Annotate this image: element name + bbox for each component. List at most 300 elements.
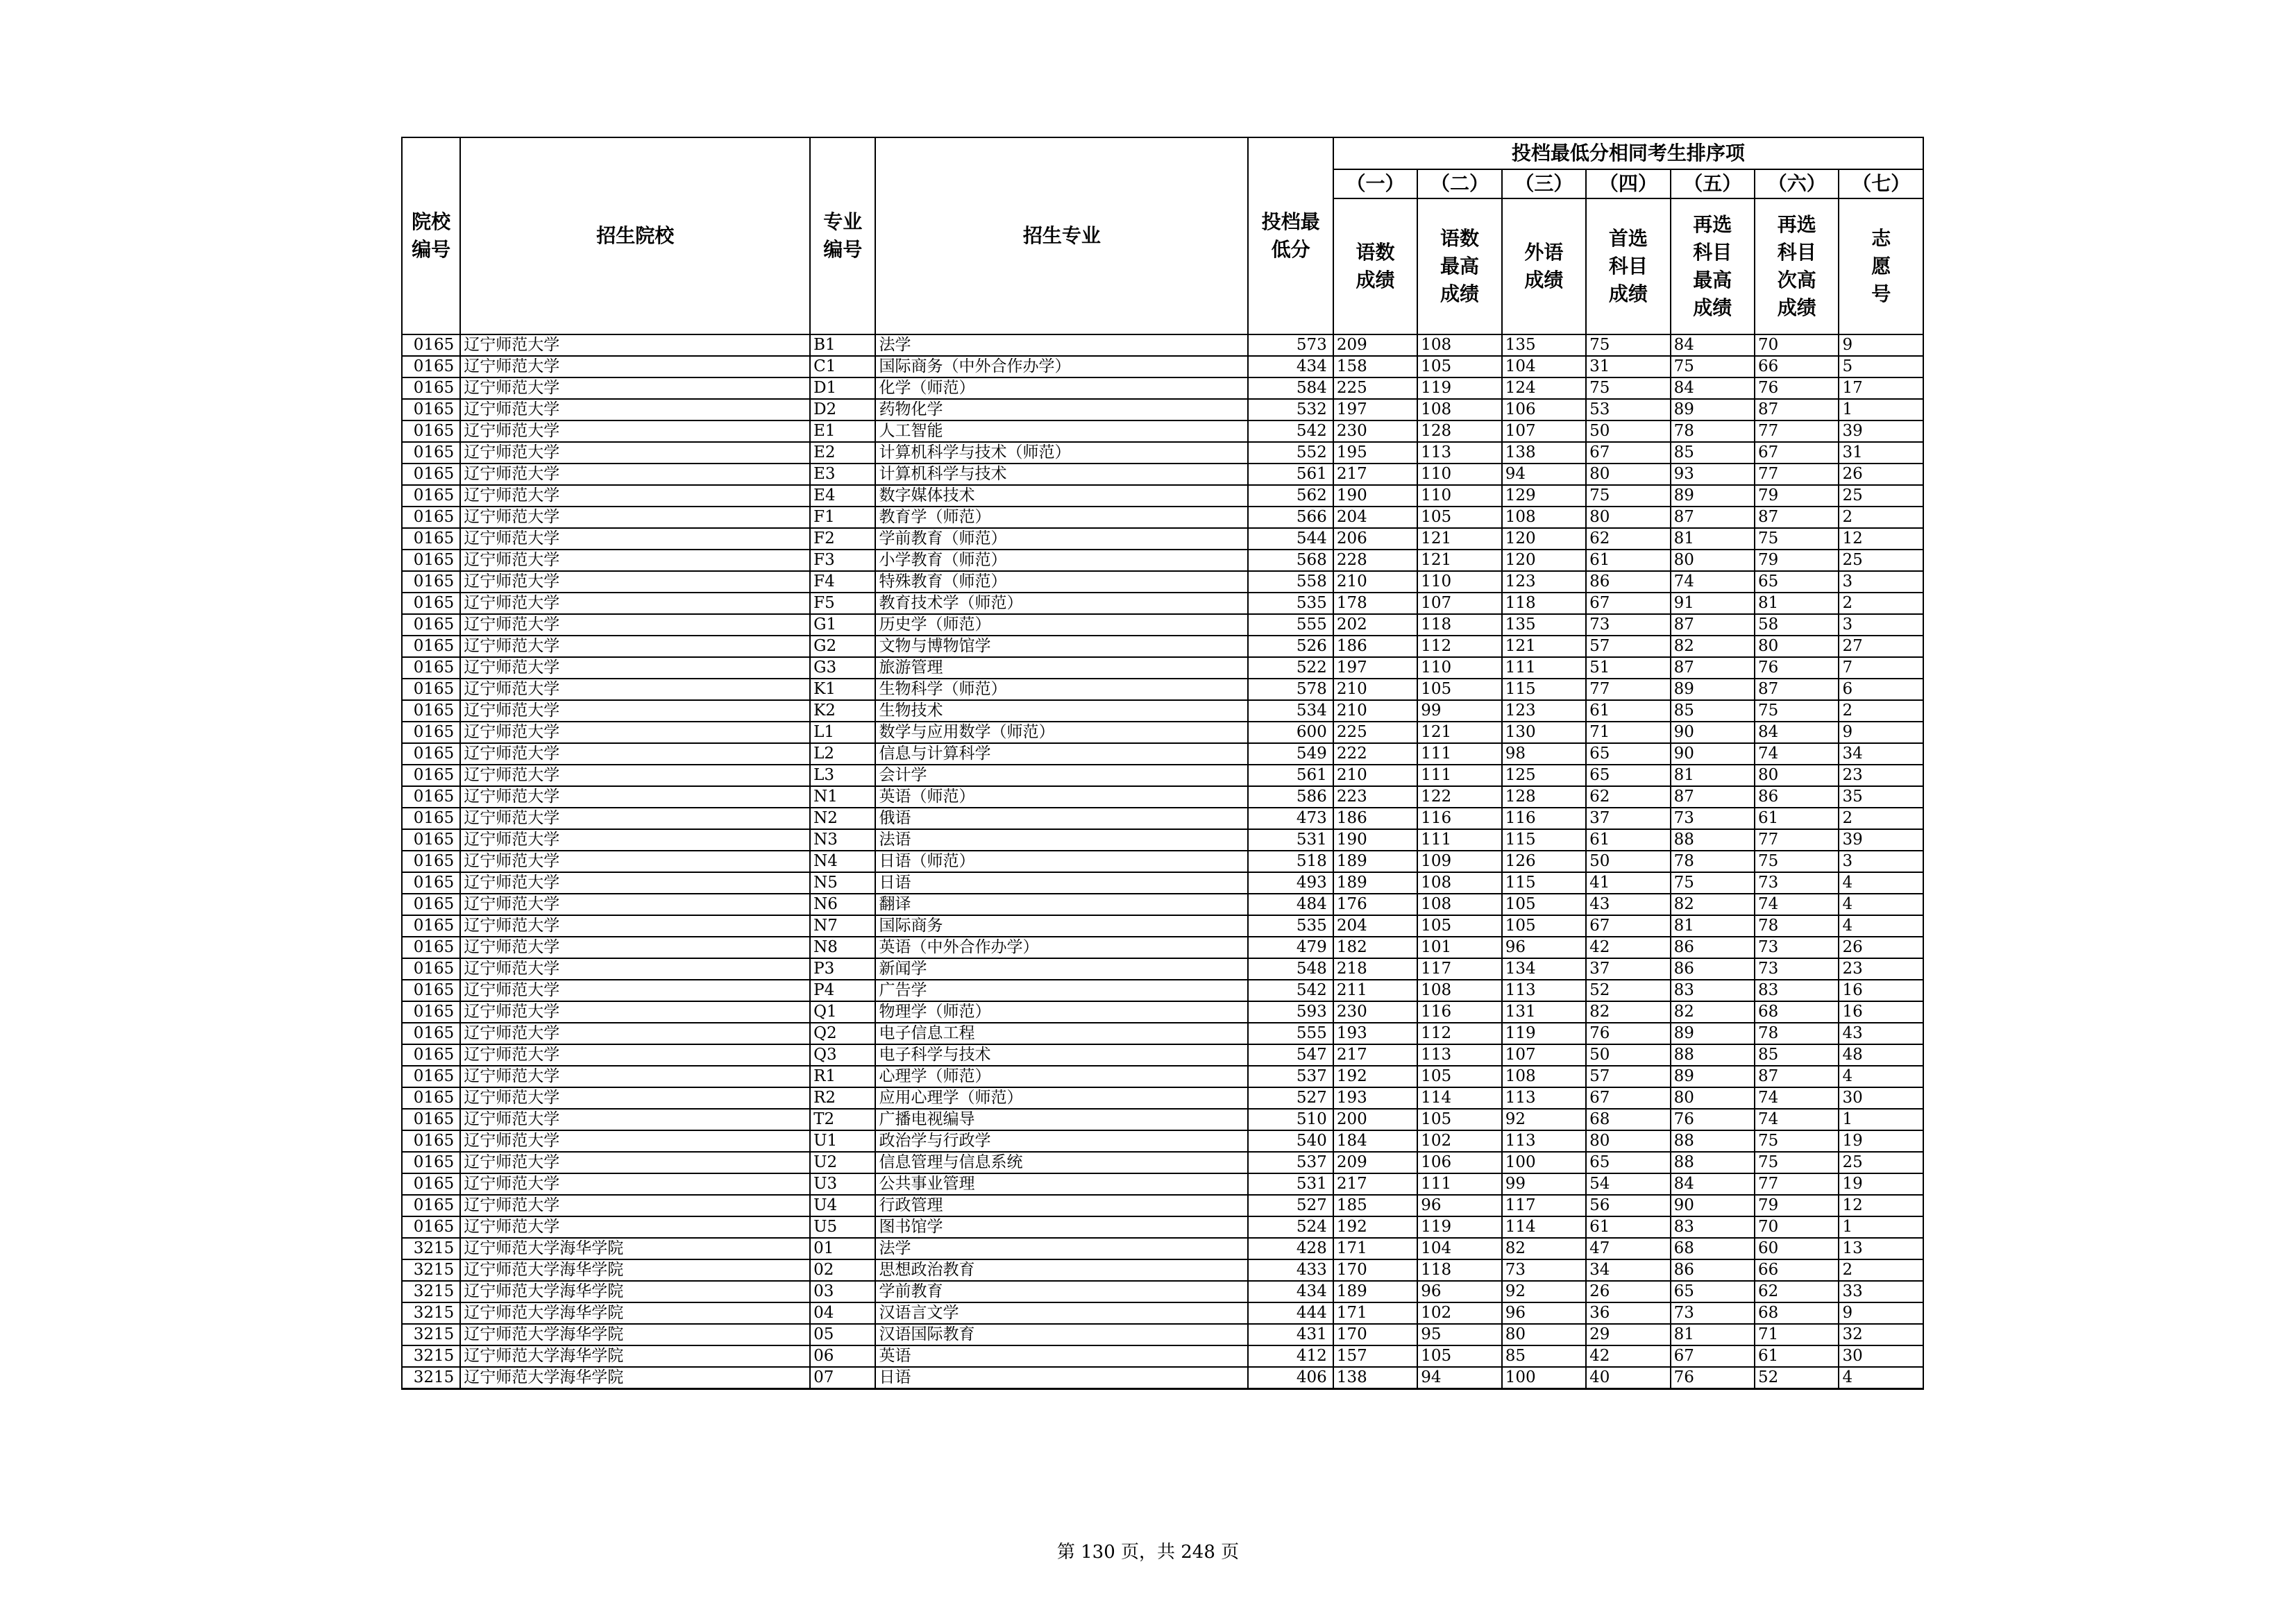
- major-code-cell: P3: [810, 958, 875, 980]
- tie-1-cell: 192: [1333, 1216, 1417, 1238]
- school-code-cell: 3215: [402, 1302, 460, 1324]
- tie-5-cell: 81: [1671, 528, 1755, 550]
- major-name-cell: 国际商务: [875, 915, 1248, 937]
- tie-4-cell: 42: [1586, 937, 1670, 958]
- table-row: [402, 1044, 1923, 1066]
- tie-7-cell: 13: [1839, 1238, 1923, 1259]
- tie-5-cell: 86: [1671, 937, 1755, 958]
- tie-2-cell: 110: [1417, 464, 1501, 485]
- tie-1-cell: 210: [1333, 679, 1417, 700]
- school-name-cell: 辽宁师范大学: [460, 743, 810, 765]
- school-name-cell: 辽宁师范大学: [460, 550, 810, 571]
- school-name-cell: 辽宁师范大学: [460, 1001, 810, 1023]
- school-code-cell: 0165: [402, 1087, 460, 1109]
- min-score-cell: 473: [1248, 808, 1333, 829]
- tie-3-cell: 128: [1502, 786, 1586, 808]
- tie-5-cell: 75: [1671, 872, 1755, 894]
- table-row: [402, 1302, 1923, 1324]
- tie-5-cell: 85: [1671, 700, 1755, 722]
- tie-6-cell: 71: [1755, 1324, 1839, 1345]
- tie-7-cell: 3: [1839, 851, 1923, 872]
- table-row: [402, 743, 1923, 765]
- min-score-cell: 558: [1248, 571, 1333, 593]
- tie-5-cell: 89: [1671, 485, 1755, 507]
- school-name-cell: 辽宁师范大学: [460, 915, 810, 937]
- min-score-cell: 593: [1248, 1001, 1333, 1023]
- tie-4-cell: 65: [1586, 743, 1670, 765]
- tie-5-cell: 82: [1671, 894, 1755, 915]
- tie-4-cell: 65: [1586, 1152, 1670, 1173]
- school-name-cell: 辽宁师范大学海华学院: [460, 1238, 810, 1259]
- major-code-cell: N8: [810, 937, 875, 958]
- tie-6-cell: 74: [1755, 894, 1839, 915]
- tie-1-cell: 202: [1333, 614, 1417, 636]
- school-name-cell: 辽宁师范大学: [460, 1087, 810, 1109]
- tie-1-cell: 195: [1333, 442, 1417, 464]
- tie-6-cell: 67: [1755, 442, 1839, 464]
- tie-7-cell: 3: [1839, 571, 1923, 593]
- tie-5-cell: 78: [1671, 420, 1755, 442]
- tie-7-cell: 25: [1839, 550, 1923, 571]
- tie-6-cell: 87: [1755, 679, 1839, 700]
- tie-2-cell: 118: [1417, 614, 1501, 636]
- table-row: [402, 464, 1923, 485]
- min-score-cell: 562: [1248, 485, 1333, 507]
- tie-2-cell: 113: [1417, 442, 1501, 464]
- min-score-cell: 540: [1248, 1130, 1333, 1152]
- tie-7-cell: 26: [1839, 464, 1923, 485]
- school-code-cell: 0165: [402, 614, 460, 636]
- major-code-cell: N6: [810, 894, 875, 915]
- major-code-cell: Q3: [810, 1044, 875, 1066]
- tie-7-cell: 26: [1839, 937, 1923, 958]
- min-score-cell: 531: [1248, 829, 1333, 851]
- major-code-cell: D1: [810, 377, 875, 399]
- tie-6-cell: 75: [1755, 851, 1839, 872]
- tie-3-cell: 124: [1502, 377, 1586, 399]
- tie-2-cell: 118: [1417, 1259, 1501, 1281]
- tie-1-cell: 197: [1333, 657, 1417, 679]
- tie-2-cell: 109: [1417, 851, 1501, 872]
- tie-7-cell: 6: [1839, 679, 1923, 700]
- tie-1-cell: 193: [1333, 1087, 1417, 1109]
- major-name-cell: 法学: [875, 1238, 1248, 1259]
- school-code-cell: 0165: [402, 377, 460, 399]
- tie-3-cell: 100: [1502, 1367, 1586, 1389]
- min-score-cell: 584: [1248, 377, 1333, 399]
- major-name-cell: 汉语国际教育: [875, 1324, 1248, 1345]
- min-score-cell: 573: [1248, 334, 1333, 356]
- min-score-cell: 412: [1248, 1345, 1333, 1367]
- min-score-cell: 428: [1248, 1238, 1333, 1259]
- tie-3-cell: 120: [1502, 550, 1586, 571]
- tie-2-cell: 105: [1417, 356, 1501, 377]
- tie-1-cell: 218: [1333, 958, 1417, 980]
- tie-6-cell: 75: [1755, 700, 1839, 722]
- school-code-cell: 0165: [402, 722, 460, 743]
- tie-4-cell: 34: [1586, 1259, 1670, 1281]
- tie-1-cell: 204: [1333, 915, 1417, 937]
- tie-4-cell: 43: [1586, 894, 1670, 915]
- tie-3-cell: 117: [1502, 1195, 1586, 1216]
- tie-2-cell: 114: [1417, 1087, 1501, 1109]
- header-tie-num: （五）: [1671, 169, 1755, 198]
- school-name-cell: 辽宁师范大学海华学院: [460, 1345, 810, 1367]
- school-code-cell: 0165: [402, 356, 460, 377]
- tie-6-cell: 77: [1755, 829, 1839, 851]
- tie-6-cell: 85: [1755, 1044, 1839, 1066]
- tie-6-cell: 79: [1755, 1195, 1839, 1216]
- tie-7-cell: 48: [1839, 1044, 1923, 1066]
- major-name-cell: 特殊教育（师范）: [875, 571, 1248, 593]
- major-name-cell: 图书馆学: [875, 1216, 1248, 1238]
- major-code-cell: U5: [810, 1216, 875, 1238]
- table-row: [402, 1195, 1923, 1216]
- tie-7-cell: 34: [1839, 743, 1923, 765]
- tie-5-cell: 88: [1671, 1044, 1755, 1066]
- table-row: [402, 937, 1923, 958]
- tie-4-cell: 75: [1586, 334, 1670, 356]
- tie-4-cell: 71: [1586, 722, 1670, 743]
- tie-7-cell: 1: [1839, 1109, 1923, 1130]
- school-code-cell: 0165: [402, 550, 460, 571]
- table-body: [402, 334, 1923, 1389]
- school-code-cell: 0165: [402, 485, 460, 507]
- tie-1-cell: 176: [1333, 894, 1417, 915]
- school-name-cell: 辽宁师范大学: [460, 851, 810, 872]
- table-row: [402, 1324, 1923, 1345]
- major-name-cell: 教育技术学（师范）: [875, 593, 1248, 614]
- tie-6-cell: 70: [1755, 1216, 1839, 1238]
- major-code-cell: 03: [810, 1281, 875, 1302]
- school-code-cell: 0165: [402, 894, 460, 915]
- tie-6-cell: 68: [1755, 1302, 1839, 1324]
- min-score-cell: 555: [1248, 614, 1333, 636]
- tie-1-cell: 189: [1333, 1281, 1417, 1302]
- school-code-cell: 0165: [402, 1195, 460, 1216]
- tie-6-cell: 79: [1755, 485, 1839, 507]
- header-tie-label: 外语成绩: [1502, 198, 1586, 334]
- min-score-cell: 479: [1248, 937, 1333, 958]
- tie-1-cell: 228: [1333, 550, 1417, 571]
- header-tie-num: （六）: [1755, 169, 1839, 198]
- tie-3-cell: 92: [1502, 1281, 1586, 1302]
- tie-6-cell: 77: [1755, 464, 1839, 485]
- school-name-cell: 辽宁师范大学: [460, 1195, 810, 1216]
- school-code-cell: 0165: [402, 700, 460, 722]
- tie-7-cell: 25: [1839, 485, 1923, 507]
- min-score-cell: 524: [1248, 1216, 1333, 1238]
- tie-5-cell: 82: [1671, 1001, 1755, 1023]
- table-row: [402, 765, 1923, 786]
- tie-3-cell: 121: [1502, 636, 1586, 657]
- tie-4-cell: 40: [1586, 1367, 1670, 1389]
- major-code-cell: F4: [810, 571, 875, 593]
- tie-6-cell: 78: [1755, 1023, 1839, 1044]
- school-code-cell: 0165: [402, 636, 460, 657]
- school-name-cell: 辽宁师范大学: [460, 894, 810, 915]
- tie-7-cell: 2: [1839, 593, 1923, 614]
- major-code-cell: D2: [810, 399, 875, 420]
- tie-1-cell: 225: [1333, 377, 1417, 399]
- tie-3-cell: 96: [1502, 1302, 1586, 1324]
- major-name-cell: 行政管理: [875, 1195, 1248, 1216]
- tie-2-cell: 111: [1417, 1173, 1501, 1195]
- tie-4-cell: 77: [1586, 679, 1670, 700]
- table-row: [402, 915, 1923, 937]
- tie-3-cell: 107: [1502, 420, 1586, 442]
- table-row: [402, 829, 1923, 851]
- tie-3-cell: 138: [1502, 442, 1586, 464]
- major-code-cell: U3: [810, 1173, 875, 1195]
- header-tie-label: 语数成绩: [1333, 198, 1417, 334]
- school-name-cell: 辽宁师范大学: [460, 1066, 810, 1087]
- major-code-cell: Q2: [810, 1023, 875, 1044]
- tie-3-cell: 107: [1502, 1044, 1586, 1066]
- tie-6-cell: 61: [1755, 808, 1839, 829]
- tie-6-cell: 87: [1755, 507, 1839, 528]
- tie-6-cell: 74: [1755, 1109, 1839, 1130]
- tie-4-cell: 67: [1586, 1087, 1670, 1109]
- tie-4-cell: 47: [1586, 1238, 1670, 1259]
- tie-1-cell: 209: [1333, 334, 1417, 356]
- school-code-cell: 0165: [402, 1130, 460, 1152]
- tie-2-cell: 111: [1417, 743, 1501, 765]
- table-row: [402, 1109, 1923, 1130]
- school-code-cell: 0165: [402, 679, 460, 700]
- major-code-cell: T2: [810, 1109, 875, 1130]
- tie-5-cell: 88: [1671, 829, 1755, 851]
- major-name-cell: 日语（师范）: [875, 851, 1248, 872]
- tie-2-cell: 110: [1417, 571, 1501, 593]
- tie-2-cell: 99: [1417, 700, 1501, 722]
- major-code-cell: N2: [810, 808, 875, 829]
- table-row: [402, 1367, 1923, 1389]
- tie-2-cell: 116: [1417, 1001, 1501, 1023]
- tie-4-cell: 73: [1586, 614, 1670, 636]
- page-footer: 第 130 页，共 248 页: [1056, 1542, 1240, 1563]
- tie-4-cell: 80: [1586, 464, 1670, 485]
- table-row: [402, 485, 1923, 507]
- major-code-cell: R1: [810, 1066, 875, 1087]
- major-name-cell: 应用心理学（师范）: [875, 1087, 1248, 1109]
- tie-2-cell: 95: [1417, 1324, 1501, 1345]
- school-name-cell: 辽宁师范大学: [460, 872, 810, 894]
- tie-5-cell: 81: [1671, 1324, 1755, 1345]
- min-score-cell: 578: [1248, 679, 1333, 700]
- tie-2-cell: 96: [1417, 1195, 1501, 1216]
- tie-2-cell: 113: [1417, 1044, 1501, 1066]
- min-score-cell: 537: [1248, 1152, 1333, 1173]
- table-row: [402, 420, 1923, 442]
- tie-4-cell: 50: [1586, 420, 1670, 442]
- major-code-cell: 05: [810, 1324, 875, 1345]
- tie-1-cell: 171: [1333, 1238, 1417, 1259]
- school-code-cell: 3215: [402, 1281, 460, 1302]
- table-header: [402, 137, 1923, 334]
- major-name-cell: 国际商务（中外合作办学）: [875, 356, 1248, 377]
- school-code-cell: 0165: [402, 980, 460, 1001]
- header-min-score: 投档最低分: [1248, 137, 1333, 334]
- tie-1-cell: 230: [1333, 1001, 1417, 1023]
- tie-6-cell: 60: [1755, 1238, 1839, 1259]
- tie-4-cell: 76: [1586, 1023, 1670, 1044]
- tie-6-cell: 74: [1755, 743, 1839, 765]
- school-name-cell: 辽宁师范大学: [460, 528, 810, 550]
- header-tie-group: 投档最低分相同考生排序项: [1333, 137, 1923, 169]
- major-name-cell: 广播电视编导: [875, 1109, 1248, 1130]
- tie-3-cell: 113: [1502, 1130, 1586, 1152]
- major-code-cell: F2: [810, 528, 875, 550]
- min-score-cell: 586: [1248, 786, 1333, 808]
- school-code-cell: 0165: [402, 528, 460, 550]
- tie-7-cell: 2: [1839, 808, 1923, 829]
- school-name-cell: 辽宁师范大学: [460, 958, 810, 980]
- tie-7-cell: 9: [1839, 722, 1923, 743]
- header-tie-num: （一）: [1333, 169, 1417, 198]
- tie-5-cell: 87: [1671, 657, 1755, 679]
- major-name-cell: 广告学: [875, 980, 1248, 1001]
- tie-1-cell: 200: [1333, 1109, 1417, 1130]
- tie-6-cell: 76: [1755, 657, 1839, 679]
- header-school-code: 院校编号: [402, 137, 460, 334]
- school-code-cell: 0165: [402, 1044, 460, 1066]
- school-code-cell: 0165: [402, 958, 460, 980]
- school-code-cell: 0165: [402, 915, 460, 937]
- tie-5-cell: 89: [1671, 399, 1755, 420]
- table-row: [402, 808, 1923, 829]
- tie-6-cell: 79: [1755, 550, 1839, 571]
- major-name-cell: 法语: [875, 829, 1248, 851]
- min-score-cell: 510: [1248, 1109, 1333, 1130]
- table-row: [402, 851, 1923, 872]
- school-name-cell: 辽宁师范大学海华学院: [460, 1324, 810, 1345]
- tie-6-cell: 58: [1755, 614, 1839, 636]
- school-code-cell: 0165: [402, 507, 460, 528]
- tie-5-cell: 74: [1671, 571, 1755, 593]
- tie-6-cell: 66: [1755, 356, 1839, 377]
- major-name-cell: 新闻学: [875, 958, 1248, 980]
- major-code-cell: K2: [810, 700, 875, 722]
- tie-3-cell: 92: [1502, 1109, 1586, 1130]
- school-name-cell: 辽宁师范大学: [460, 593, 810, 614]
- tie-4-cell: 68: [1586, 1109, 1670, 1130]
- tie-2-cell: 105: [1417, 1109, 1501, 1130]
- tie-1-cell: 217: [1333, 1044, 1417, 1066]
- school-code-cell: 0165: [402, 442, 460, 464]
- admission-score-table: [401, 137, 1924, 1390]
- school-name-cell: 辽宁师范大学: [460, 1152, 810, 1173]
- major-code-cell: G2: [810, 636, 875, 657]
- header-tie-num: （七）: [1839, 169, 1923, 198]
- min-score-cell: 518: [1248, 851, 1333, 872]
- tie-5-cell: 78: [1671, 851, 1755, 872]
- school-code-cell: 3215: [402, 1259, 460, 1281]
- table-row: [402, 550, 1923, 571]
- tie-7-cell: 2: [1839, 507, 1923, 528]
- school-code-cell: 0165: [402, 1001, 460, 1023]
- tie-7-cell: 9: [1839, 334, 1923, 356]
- tie-3-cell: 105: [1502, 915, 1586, 937]
- tie-2-cell: 110: [1417, 657, 1501, 679]
- tie-7-cell: 9: [1839, 1302, 1923, 1324]
- tie-3-cell: 99: [1502, 1173, 1586, 1195]
- min-score-cell: 434: [1248, 356, 1333, 377]
- major-name-cell: 汉语言文学: [875, 1302, 1248, 1324]
- tie-4-cell: 50: [1586, 851, 1670, 872]
- tie-4-cell: 61: [1586, 829, 1670, 851]
- tie-6-cell: 70: [1755, 334, 1839, 356]
- major-code-cell: E3: [810, 464, 875, 485]
- tie-6-cell: 77: [1755, 420, 1839, 442]
- tie-6-cell: 80: [1755, 636, 1839, 657]
- major-name-cell: 日语: [875, 872, 1248, 894]
- tie-3-cell: 94: [1502, 464, 1586, 485]
- tie-5-cell: 73: [1671, 1302, 1755, 1324]
- tie-5-cell: 88: [1671, 1130, 1755, 1152]
- tie-3-cell: 115: [1502, 872, 1586, 894]
- school-name-cell: 辽宁师范大学: [460, 420, 810, 442]
- min-score-cell: 535: [1248, 593, 1333, 614]
- major-code-cell: 02: [810, 1259, 875, 1281]
- major-name-cell: 生物技术: [875, 700, 1248, 722]
- tie-1-cell: 178: [1333, 593, 1417, 614]
- major-code-cell: U4: [810, 1195, 875, 1216]
- tie-3-cell: 126: [1502, 851, 1586, 872]
- tie-2-cell: 110: [1417, 485, 1501, 507]
- tie-1-cell: 186: [1333, 808, 1417, 829]
- major-code-cell: Q1: [810, 1001, 875, 1023]
- min-score-cell: 544: [1248, 528, 1333, 550]
- tie-1-cell: 189: [1333, 872, 1417, 894]
- major-code-cell: F3: [810, 550, 875, 571]
- tie-4-cell: 82: [1586, 1001, 1670, 1023]
- tie-6-cell: 74: [1755, 1087, 1839, 1109]
- tie-7-cell: 12: [1839, 1195, 1923, 1216]
- tie-7-cell: 30: [1839, 1345, 1923, 1367]
- table-row: [402, 1152, 1923, 1173]
- school-name-cell: 辽宁师范大学: [460, 657, 810, 679]
- min-score-cell: 566: [1248, 507, 1333, 528]
- tie-2-cell: 105: [1417, 1066, 1501, 1087]
- tie-1-cell: 210: [1333, 571, 1417, 593]
- tie-2-cell: 122: [1417, 786, 1501, 808]
- tie-7-cell: 16: [1839, 980, 1923, 1001]
- tie-4-cell: 62: [1586, 786, 1670, 808]
- table-row: [402, 958, 1923, 980]
- tie-2-cell: 102: [1417, 1302, 1501, 1324]
- tie-6-cell: 87: [1755, 399, 1839, 420]
- major-code-cell: 01: [810, 1238, 875, 1259]
- tie-5-cell: 82: [1671, 636, 1755, 657]
- tie-3-cell: 129: [1502, 485, 1586, 507]
- tie-5-cell: 86: [1671, 1259, 1755, 1281]
- tie-4-cell: 36: [1586, 1302, 1670, 1324]
- major-code-cell: N1: [810, 786, 875, 808]
- tie-1-cell: 210: [1333, 765, 1417, 786]
- tie-7-cell: 16: [1839, 1001, 1923, 1023]
- tie-3-cell: 115: [1502, 829, 1586, 851]
- min-score-cell: 406: [1248, 1367, 1333, 1389]
- tie-6-cell: 62: [1755, 1281, 1839, 1302]
- major-code-cell: G1: [810, 614, 875, 636]
- tie-4-cell: 67: [1586, 915, 1670, 937]
- tie-2-cell: 117: [1417, 958, 1501, 980]
- tie-6-cell: 61: [1755, 1345, 1839, 1367]
- school-name-cell: 辽宁师范大学: [460, 829, 810, 851]
- tie-5-cell: 81: [1671, 915, 1755, 937]
- min-score-cell: 527: [1248, 1087, 1333, 1109]
